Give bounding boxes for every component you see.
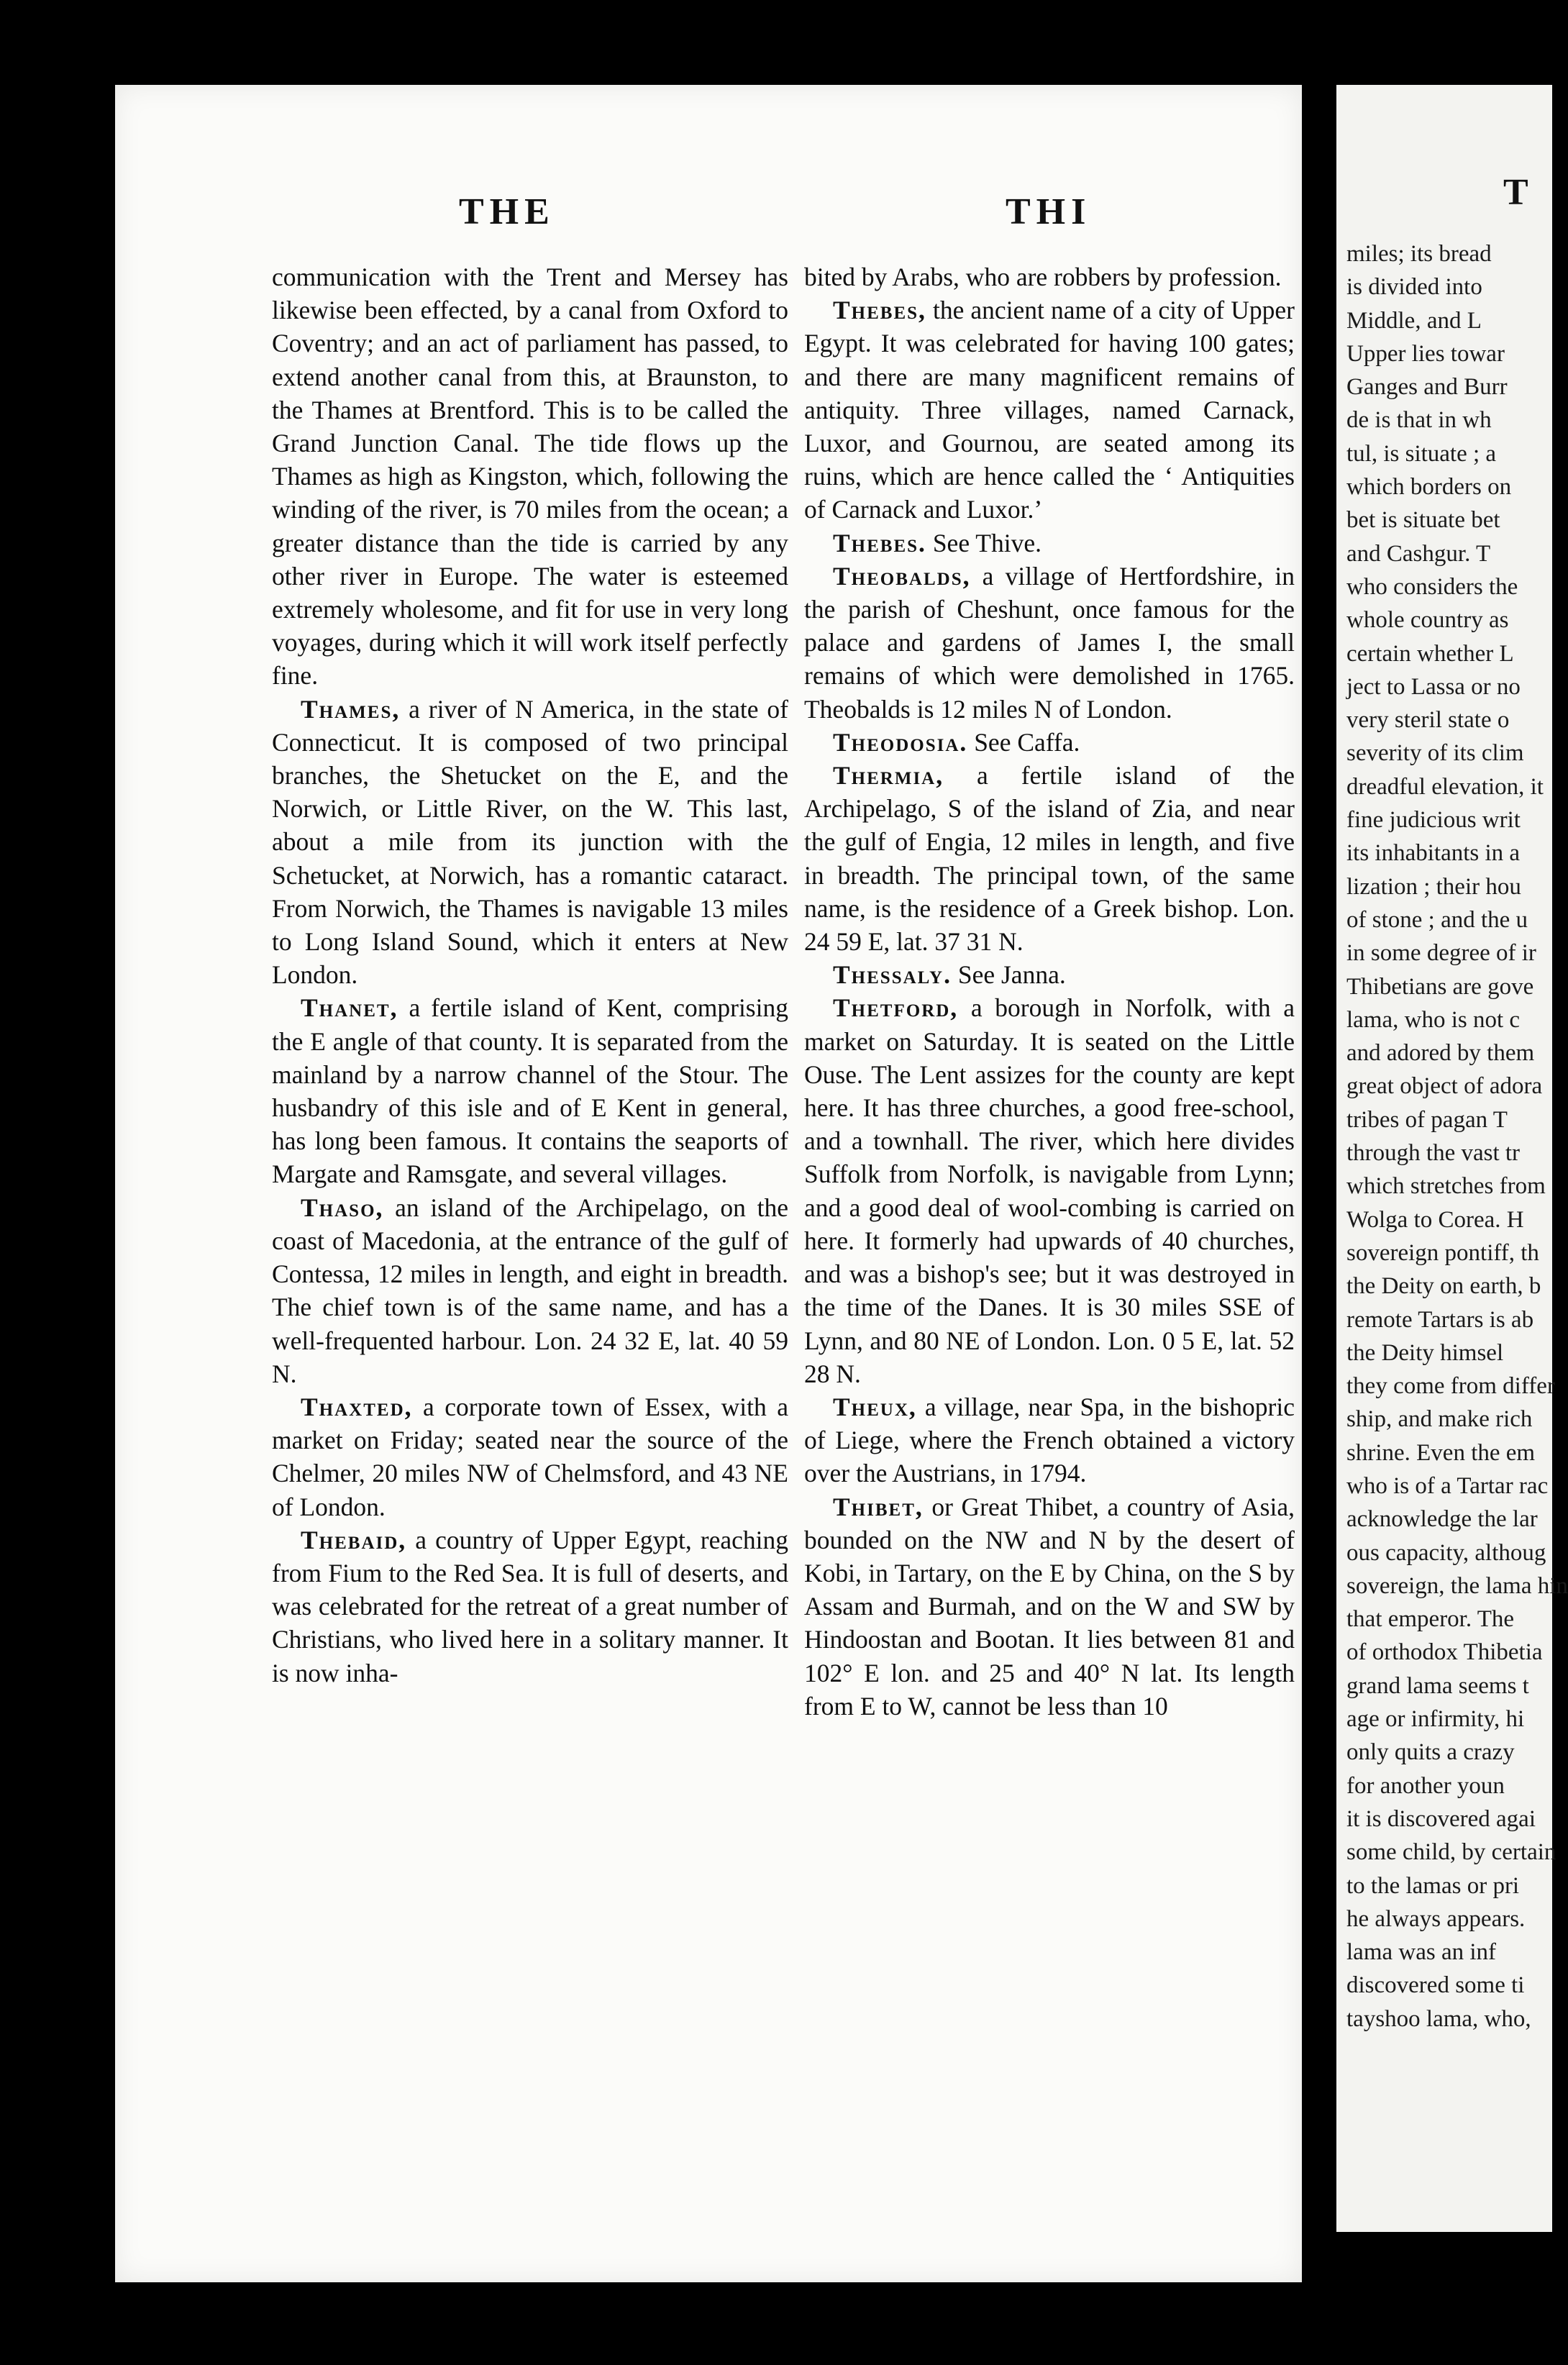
facing-page-line: lama, who is not c xyxy=(1346,1006,1521,1033)
page-gutter xyxy=(1302,72,1338,2295)
facing-page-line: Thibetians are gove xyxy=(1346,973,1534,1000)
facing-page-line: he always appears. xyxy=(1346,1905,1526,1932)
continued-text xyxy=(272,260,788,693)
facing-page-line: certain whether L xyxy=(1346,640,1514,667)
facing-page-line: fine judicious writ xyxy=(1346,807,1521,834)
entry-headword: Thetford, xyxy=(833,993,959,1023)
facing-page-line: Ganges and Burr xyxy=(1346,374,1508,401)
facing-page-line: ship, and make rich xyxy=(1346,1406,1533,1433)
facing-page-line: very steril state o xyxy=(1346,707,1510,734)
facing-page-line: grand lama seems t xyxy=(1346,1672,1529,1699)
facing-page-line: bet is situate bet xyxy=(1346,507,1500,534)
facing-page-line: great object of adora xyxy=(1346,1073,1543,1100)
entry-headword: Thames, xyxy=(301,694,401,724)
facing-page-line: acknowledge the lar xyxy=(1346,1506,1538,1533)
gazetteer-entry xyxy=(804,726,1295,759)
entry-text: See Caffa. xyxy=(967,727,1080,757)
facing-page-line: they come from differ xyxy=(1346,1373,1555,1400)
facing-page-line: tayshoo lama, who, xyxy=(1346,2005,1531,2032)
entry-headword: Thaxted, xyxy=(301,1392,413,1421)
facing-page-line: which borders on xyxy=(1346,474,1512,501)
facing-page-line: who is of a Tartar rac xyxy=(1346,1472,1549,1499)
facing-page-line: Middle, and L xyxy=(1346,307,1482,334)
facing-page-line: some child, by certain xyxy=(1346,1839,1556,1866)
entry-text: a river of N America, in the state of Connecticut. It is composed of two principal branches, the Shetucket on the E, and the Norwich, or Little River, on the W. This last, about a mile from its junction with the Schetucket, at Norwich, has a romantic cataract. From Norwich, the Thames is navigable 13 miles to Long Island Sound, which it enters at New London. xyxy=(272,694,788,990)
entry-text: an island of the Archipelago, on the coast of Macedonia, at the entrance of the gulf of Contessa, 12 miles in length, and eight in breadth. The chief town is of the same name, and has a well-frequented harbour. Lon. 24 32 E, lat. 40 59 N. xyxy=(272,1193,788,1388)
entry-text: See Thive. xyxy=(926,528,1041,557)
gazetteer-entry xyxy=(804,1390,1295,1490)
gazetteer-entry xyxy=(272,1523,788,1690)
left-column xyxy=(272,260,788,1690)
entry-headword: Thanet, xyxy=(301,993,398,1023)
right-column xyxy=(804,260,1295,1723)
facing-page-line: it is discovered agai xyxy=(1346,1805,1536,1832)
entry-text: the ancient name of a city of Upper Egypt. It was celebrated for having 100 gates; and there are many magnificent remains of antiquity. Three villages, named Carnack, Luxor, and Gournou, are seated among its ruins, which are hence called the ‘ Antiquities of Carnack and Luxor.’ xyxy=(804,296,1295,524)
running-head-right: THI xyxy=(1006,191,1092,232)
entry-text: See Janna. xyxy=(951,960,1066,990)
facing-page-line: dreadful elevation, it xyxy=(1346,773,1544,800)
entry-headword: Thebes, xyxy=(833,296,926,325)
entry-headword: Theux, xyxy=(833,1392,917,1421)
continued-text xyxy=(804,260,1295,293)
entry-text: communication with the Trent and Mersey has likewise been effected, by a canal from Oxford to Coventry; and an act of parliament has passed, to extend another canal from this, at Braunston, to the Thames at Brentford. This is to be called the Grand Junction Canal. The tide flows up the Thames as high as Kingston, which, following the winding of the river, is 70 miles from the ocean; a greater distance than the tide is carried by any other river in Europe. The water is esteemed extremely wholesome, and fit for use in very long voyages, during which it will work itself perfectly fine. xyxy=(272,263,788,691)
facing-page-line: and adored by them xyxy=(1346,1040,1535,1067)
facing-page-line: tul, is situate ; a xyxy=(1346,440,1497,467)
facing-page-line: discovered some ti xyxy=(1346,1972,1525,1999)
facing-page-line: sovereign, the lama hin xyxy=(1346,1572,1568,1599)
facing-page-line: only quits a crazy xyxy=(1346,1739,1515,1766)
entry-headword: Thibet, xyxy=(833,1492,924,1521)
facing-page-line: the Deity himsel xyxy=(1346,1339,1504,1366)
entry-headword: Theobalds, xyxy=(833,561,971,591)
facing-page-line: tribes of pagan T xyxy=(1346,1106,1508,1133)
entry-text: or Great Thibet, a country of Asia, bounded on the NW and N by the desert of Kobi, in Tartary, on the E by China, on the S by Assam and Burmah, and on the W and SW by Hindoostan and Bootan. It lies between 81 and 102° E lon. and 25 and 40° N lat. Its length from E to W, cannot be less than 10 xyxy=(804,1492,1295,1721)
entry-headword: Thaso, xyxy=(301,1193,384,1222)
running-head-facing: T xyxy=(1503,172,1534,213)
gazetteer-entry xyxy=(804,991,1295,1390)
facing-page-line: lama was an inf xyxy=(1346,1939,1497,1966)
facing-page-line: of stone ; and the u xyxy=(1346,906,1528,933)
entry-text: a fertile island of the Archipelago, S of the island of Zia, and near the gulf of Engia, 12 miles in length, and five in breadth. The principal town, of the same name, is the residence of a Greek bishop. Lon. 24 59 E, lat. 37 31 N. xyxy=(804,761,1295,957)
facing-page-line: who considers the xyxy=(1346,573,1518,600)
entry-text: a country of Upper Egypt, reaching from Fium to the Red Sea. It is full of deserts, and was celebrated for the retreat of a great number of Christians, who lived here in a solitary manner. It is now inha- xyxy=(272,1525,788,1687)
entry-headword: Theodosia. xyxy=(833,727,968,757)
entry-headword: Thebes. xyxy=(833,528,926,557)
entry-text: bited by Arabs, who are robbers by profession. xyxy=(804,263,1282,291)
gazetteer-entry xyxy=(804,560,1295,726)
gazetteer-entry xyxy=(272,693,788,992)
facing-page-line: severity of its clim xyxy=(1346,740,1524,767)
running-head-left: THE xyxy=(459,191,555,232)
gazetteer-entry xyxy=(804,527,1295,560)
facing-page-line: through the vast tr xyxy=(1346,1140,1521,1167)
facing-page-line: remote Tartars is ab xyxy=(1346,1306,1534,1333)
entry-text: a village of Hertfordshire, in the parish of Cheshunt, once famous for the palace and gardens of James I, the small remains of which were demolished in 1765. Theobalds is 12 miles N of London. xyxy=(804,561,1295,724)
facing-page-line: and Cashgur. T xyxy=(1346,540,1491,567)
entry-headword: Thebaid, xyxy=(301,1525,407,1554)
gazetteer-entry xyxy=(804,1490,1295,1723)
gazetteer-entry xyxy=(804,958,1295,991)
entry-text: a corporate town of Essex, with a market on Friday; seated near the source of the Chelmer, 20 miles NW of Chelmsford, and 43 NE of London. xyxy=(272,1392,788,1521)
facing-page-line: de is that in wh xyxy=(1346,407,1492,434)
facing-page-line: Upper lies towar xyxy=(1346,340,1505,367)
gazetteer-entry xyxy=(804,293,1295,526)
facing-page-line: of orthodox Thibetia xyxy=(1346,1639,1543,1666)
facing-page-line: ject to Lassa or no xyxy=(1346,673,1521,700)
facing-page-line: to the lamas or pri xyxy=(1346,1872,1520,1899)
facing-page-line: shrine. Even the em xyxy=(1346,1439,1536,1466)
facing-page-line: its inhabitants in a xyxy=(1346,840,1521,867)
entry-text: a fertile island of Kent, comprising the E angle of that county. It is separated from the mainland by a narrow channel of the Stour. The husbandry of this isle and of E Kent in general, has long been famous. It contains the seaports of Margate and Ramsgate, and several villages. xyxy=(272,993,788,1189)
gazetteer-entry xyxy=(272,1390,788,1523)
facing-page-line: the Deity on earth, b xyxy=(1346,1273,1541,1300)
entry-text: a village, near Spa, in the bishopric of Liege, where the French obtained a victory over the Austrians, in 1794. xyxy=(804,1392,1295,1488)
facing-page-line: which stretches from xyxy=(1346,1173,1546,1200)
facing-page-column xyxy=(1346,237,1568,2036)
facing-page-line: that emperor. The xyxy=(1346,1606,1515,1633)
facing-page-line: lization ; their hou xyxy=(1346,873,1521,900)
gazetteer-entry xyxy=(804,759,1295,958)
facing-page-line: whole country as xyxy=(1346,607,1509,634)
facing-page-line: miles; its bread xyxy=(1346,241,1492,267)
facing-page-line: for another youn xyxy=(1346,1772,1505,1799)
facing-page-line: Wolga to Corea. H xyxy=(1346,1206,1524,1233)
facing-page-line: ous capacity, althoug xyxy=(1346,1539,1546,1566)
gazetteer-entry xyxy=(272,1191,788,1390)
facing-page-line: age or infirmity, hi xyxy=(1346,1706,1525,1733)
entry-headword: Thessaly. xyxy=(833,960,952,990)
facing-page-line: sovereign pontiff, th xyxy=(1346,1239,1539,1266)
facing-page-line: in some degree of ir xyxy=(1346,940,1536,967)
entry-text: a borough in Norfolk, with a market on Saturday. It is seated on the Little Ouse. The Lent assizes for the county are kept here. It has three churches, a good free-school, and a townhall. The river, which here divides Suffolk from Norfolk, is navigable from Lynn; and a good deal of wool-combing is carried on here. It formerly had upwards of 40 churches, and was a bishop's see; but it was destroyed in the time of the Danes. It is 30 miles SSE of Lynn, and 80 NE of London. Lon. 0 5 E, lat. 52 28 N. xyxy=(804,993,1295,1388)
entry-headword: Thermia, xyxy=(833,761,944,790)
facing-page-line: is divided into xyxy=(1346,274,1482,301)
gazetteer-entry xyxy=(272,991,788,1190)
